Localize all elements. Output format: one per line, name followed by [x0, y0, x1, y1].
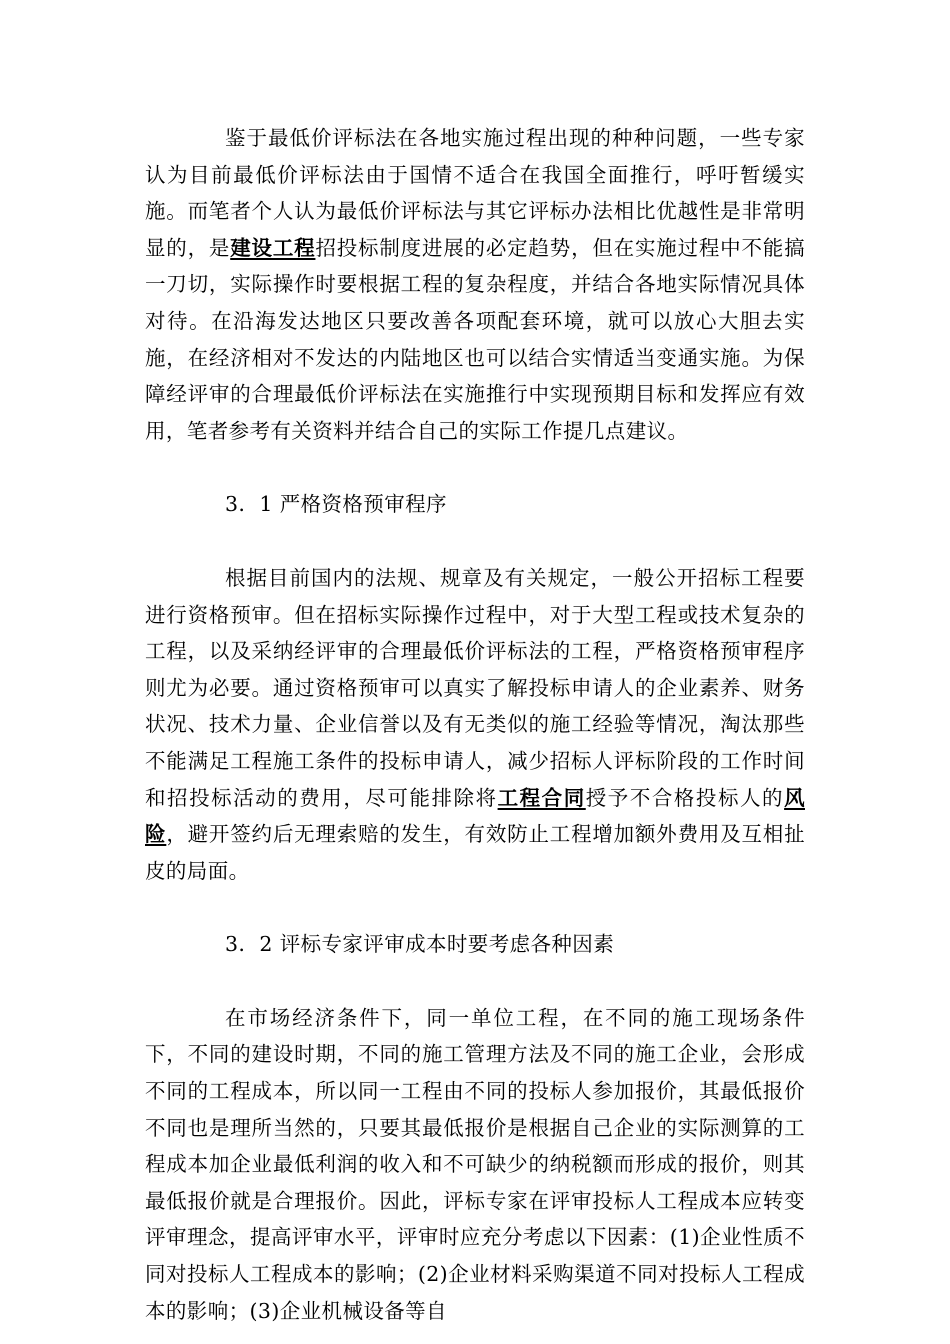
link-engineering-contract[interactable]: 工程合同	[497, 785, 586, 810]
paragraph-cost-factors: 在市场经济条件下，同一单位工程，在不同的施工现场条件下，不同的建设时期，不同的施工管理方法及不同的施工企业，会形成不同的工程成本，所以同一工程由不同的投标人参加报价，其最低报价不同也是理所当然的，只要其最低报价是根据自己企业的实际测算的工程成本加企业最低利润的收入和不可缺少的纳税额而形成的报价，则其最低报价就是合理报价。因此，评标专家在评审投标人工程成本应转变评审理念，提高评审水平，评审时应充分考虑以下因素：(1)企业性质不同对投标人工程成本的影响；(2)企业材料采购渠道不同对投标人工程成本的影响；(3)企业机械设备等自	[145, 1005, 805, 1323]
spacer	[145, 523, 805, 560]
paragraph-prequalification	[145, 560, 805, 889]
paragraph-prequalification-text-2: 授予不合格投标人的	[585, 785, 785, 810]
spacer	[145, 889, 805, 926]
link-risk[interactable]: 风险	[145, 785, 805, 847]
spacer	[145, 449, 805, 486]
link-construction-engineering[interactable]: 建设工程	[230, 235, 316, 260]
paragraph-intro-text-2: 招投标制度进展的必定趋势，但在实施过程中不能搞一刀切，实际操作时要根据工程的复杂程度，并结合各地实际情况具体对待。在沿海发达地区只要改善各项配套环境，就可以放心大胆去实施，在经济相对不发达的内陆地区也可以结合实情适当变通实施。为保障经评审的合理最低价评标法在实施推行中实现预期目标和发挥应有效用，笔者参考有关资料并结合自己的实际工作提几点建议。	[145, 235, 805, 443]
paragraph-prequalification-text-3: ，避开签约后无理索赔的发生，有效防止工程增加额外费用及互相扯皮的局面。	[145, 822, 806, 883]
section-heading-3-1: 3．1 严格资格预审程序	[225, 492, 447, 517]
document-page	[145, 120, 805, 1329]
section-heading-3-2: 3．2 评标专家评审成本时要考虑各种因素	[225, 932, 615, 957]
paragraph-prequalification-text-1: 根据目前国内的法规、规章及有关规定，一般公开招标工程要进行资格预审。但在招标实际操作过程中，对于大型工程或技术复杂的工程，以及采纳经评审的合理最低价评标法的工程，严格资格预审程序则尤为必要。通过资格预审可以真实了解投标申请人的企业素养、财务状况、技术力量、企业信誉以及有无类似的施工经验等情况，淘汰那些不能满足工程施工条件的投标申请人，减少招标人评标阶段的工作时间和招投标活动的费用，尽可能排除将	[145, 565, 805, 810]
paragraph-intro	[145, 120, 805, 449]
paragraph-intro-text-1: 鉴于最低价评标法在各地实施过程出现的种种问题，一些专家认为目前最低价评标法由于国情不适合在我国全面推行，呼吁暂缓实施。而笔者个人认为最低价评标法与其它评标办法相比优越性是非常明显的，是	[145, 126, 805, 260]
spacer	[145, 963, 805, 1000]
